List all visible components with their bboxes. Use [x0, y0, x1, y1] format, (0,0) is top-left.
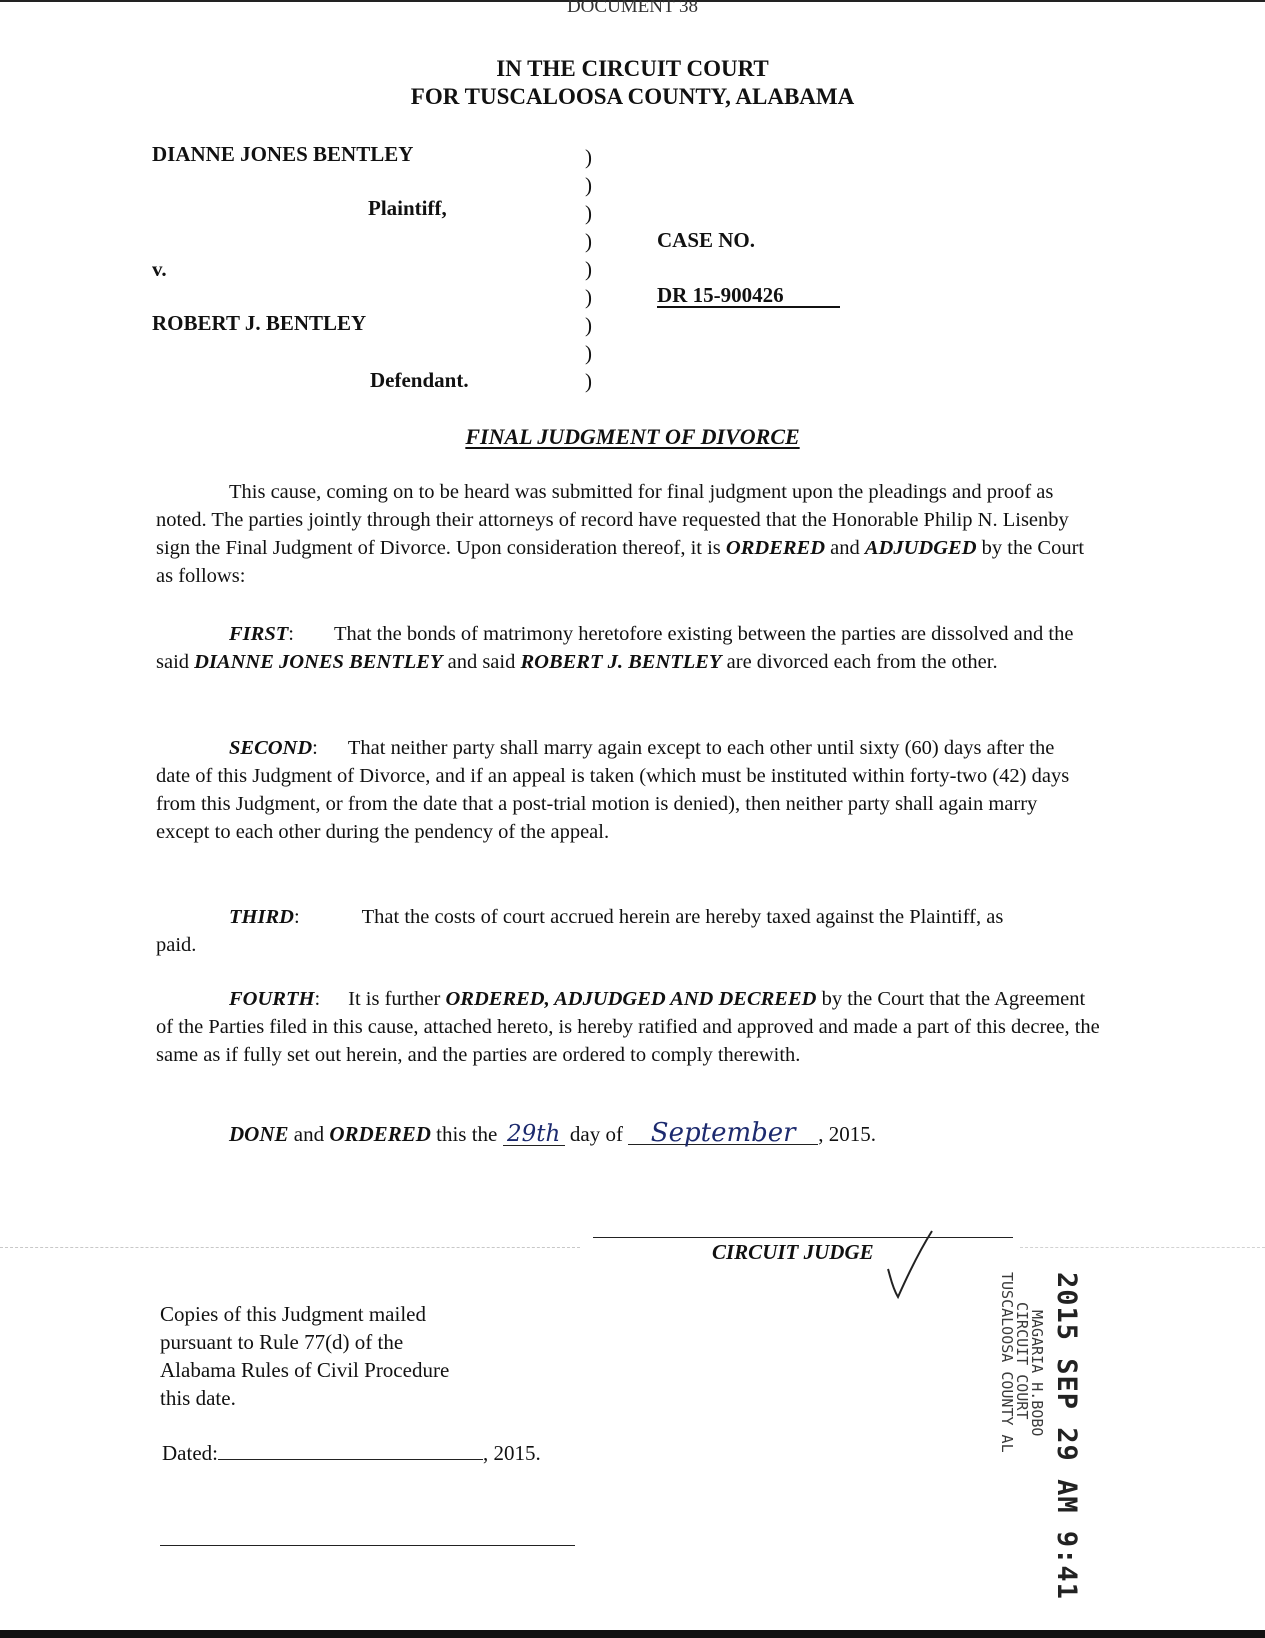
month-handwritten: September	[628, 1122, 818, 1145]
plaintiff-role: Plaintiff,	[368, 196, 447, 220]
document-label: DOCUMENT 38	[566, 0, 699, 17]
caption-paren: )	[585, 229, 592, 253]
fourth-colon: :	[314, 988, 321, 1010]
bottom-border	[0, 1630, 1265, 1638]
done-text-mid: day of	[564, 1122, 629, 1146]
caption-paren: )	[585, 201, 592, 225]
stamp-clerk-name: MAGARIA H.BOBO	[1028, 1310, 1046, 1437]
stamp-court: CIRCUIT COURT	[1013, 1302, 1031, 1420]
third-label: THIRD	[229, 906, 294, 928]
dated-line	[162, 1441, 541, 1466]
dated-blank	[218, 1441, 483, 1460]
first-name-defendant: ROBERT J. BENTLEY	[520, 651, 722, 673]
caption-paren: )	[585, 341, 592, 365]
first-text-mid: and said	[442, 651, 521, 673]
court-name-line1: IN THE CIRCUIT COURT	[496, 56, 769, 81]
circuit-judge-label: CIRCUIT JUDGE	[712, 1240, 874, 1264]
third-text: That the costs of court accrued herein are hereby taxed against the Plaintiff, as paid.	[156, 906, 1004, 956]
case-no-label: CASE NO.	[657, 228, 756, 252]
first-colon: :	[288, 623, 294, 645]
intro-and: and	[825, 537, 865, 559]
copies-line: pursuant to Rule 77(d) of the	[160, 1330, 404, 1354]
done-label: DONE	[229, 1122, 289, 1146]
first-paragraph	[156, 620, 1094, 676]
clerk-signature-line	[160, 1545, 575, 1546]
caption-paren: )	[585, 145, 592, 169]
done-text: this the	[430, 1122, 503, 1146]
versus: v.	[152, 257, 167, 281]
copies-line: Alabama Rules of Civil Procedure	[160, 1358, 450, 1382]
fourth-paragraph	[156, 985, 1101, 1069]
fourth-decree: ORDERED, ADJUDGED AND DECREED	[445, 988, 817, 1010]
defendant-name: ROBERT J. BENTLEY	[152, 311, 367, 335]
second-paragraph	[156, 734, 1084, 846]
plaintiff-name: DIANNE JONES BENTLEY	[152, 142, 414, 166]
second-text: That neither party shall marry again except to each other until sixty (60) days after the date of this Judgment of Divorce, and if an appeal is taken (which must be instituted within forty-two (42) days from this Judgment, or from the date that a post-trial motion is denied), then neither party shall again marry except to each other during the pendency of the appeal.	[156, 737, 1070, 843]
first-label: FIRST	[229, 623, 289, 645]
first-text: That the bonds of matrimony heretofore existing between the parties are dissolved and the said	[156, 623, 1074, 673]
third-colon: :	[293, 906, 300, 928]
judge-signature-icon	[870, 1225, 940, 1305]
dated-label: Dated:	[162, 1441, 218, 1465]
judge-signature-line	[593, 1237, 1013, 1238]
second-colon: :	[312, 737, 318, 759]
done-and: and	[288, 1122, 330, 1146]
caption-paren: )	[585, 313, 592, 337]
copies-mailed-note	[160, 1300, 449, 1412]
done-year: , 2015.	[818, 1122, 876, 1146]
ordered-label: ORDERED	[329, 1122, 431, 1146]
intro-ordered: ORDERED	[725, 537, 826, 559]
defendant-role: Defendant.	[370, 368, 469, 392]
fourth-text: It is further	[348, 988, 446, 1010]
intro-text-end: by the Court as follows:	[156, 537, 1085, 587]
fourth-text-end: by the Court that the Agreement of the Parties filed in this cause, attached hereto, is hereby ratified and approved and made a part of this decree, the same as if fully set out herein, and the parties are ordered to comply therewith.	[156, 988, 1100, 1066]
scan-artifact	[1020, 1247, 1265, 1248]
court-name-line2: FOR TUSCALOOSA COUNTY, ALABAMA	[410, 84, 855, 109]
day-handwritten: 29th	[503, 1123, 565, 1146]
done-ordered-line	[229, 1118, 876, 1148]
dated-year: , 2015.	[482, 1441, 541, 1465]
stamp-county: TUSCALOOSA COUNTY AL	[998, 1272, 1016, 1453]
caption-paren: )	[585, 285, 592, 309]
copies-line: this date.	[160, 1386, 236, 1410]
first-text-end: are divorced each from the other.	[721, 651, 998, 673]
scan-artifact	[0, 1247, 580, 1248]
caption-paren: )	[585, 173, 592, 197]
intro-adjudged: ADJUDGED	[864, 537, 977, 559]
first-name-plaintiff: DIANNE JONES BENTLEY	[194, 651, 443, 673]
fourth-label: FOURTH	[229, 988, 315, 1010]
case-no-value: DR 15-900426	[657, 284, 840, 308]
copies-line: Copies of this Judgment mailed	[160, 1302, 426, 1326]
second-label: SECOND	[229, 737, 313, 759]
intro-text: This cause, coming on to be heard was submitted for final judgment upon the pleadings and proof as noted. The parties jointly through their attorneys of record have requested that the Honorable Philip N. Lisenby sign the Final Judgment of Divorce. Upon consideration thereof, it is	[156, 481, 1069, 559]
caption-paren: )	[585, 257, 592, 281]
stamp-date: 2015 SEP 29 AM 9:41	[1051, 1272, 1082, 1600]
intro-paragraph	[156, 478, 1096, 590]
document-title	[0, 424, 1265, 450]
document-title-text: FINAL JUDGMENT OF DIVORCE	[465, 424, 800, 449]
caption-paren: )	[585, 369, 592, 393]
third-paragraph	[156, 903, 1036, 959]
